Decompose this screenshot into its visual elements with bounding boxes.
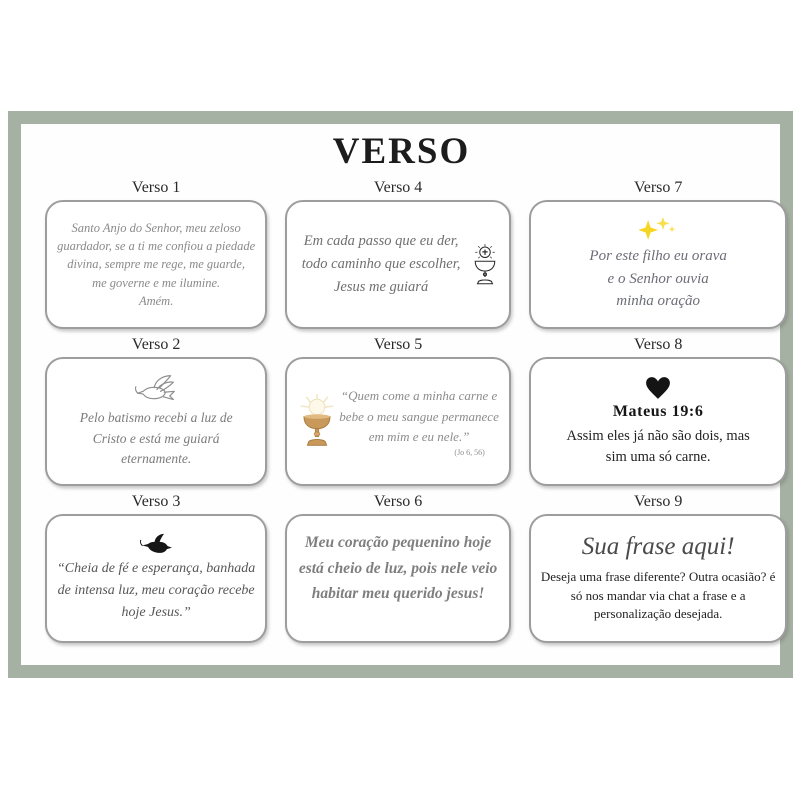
card-text-line: bebe o meu sangue permanece [339, 408, 499, 424]
card-text-line: personalização desejada. [593, 606, 723, 622]
verse-citation: (Jo 6, 56) [454, 448, 485, 458]
card-verso-7 [529, 200, 788, 329]
card-text-line: “Quem come a minha carne e [340, 387, 498, 403]
card-text-line: Por este filho eu orava [589, 248, 727, 265]
card-verso-8 [529, 357, 788, 486]
card-text-line: divina, sempre me rege, me guarde, [67, 257, 246, 272]
card-text-line: me governe e me ilumine. [92, 275, 221, 290]
card-text-line: Santo Anjo do Senhor, meu zeloso [71, 221, 241, 236]
verse-reference: Mateus 19:6 [612, 403, 704, 421]
card-sheet [8, 111, 793, 678]
chalice-line-icon [470, 243, 500, 287]
card-text-line: Jesus me guiará [333, 279, 429, 296]
card-cell-verso-1 [45, 179, 267, 329]
card-label: Verso 6 [373, 493, 423, 510]
card-text-line: “Cheia de fé e esperança, banhada [57, 561, 256, 577]
card-cell-verso-3 [45, 493, 267, 643]
card-label: Verso 5 [373, 336, 423, 353]
card-text-line: minha oração [616, 293, 701, 310]
card-cell-verso-4 [285, 179, 511, 329]
sheet-inner [21, 124, 780, 665]
card-label: Verso 2 [131, 336, 181, 353]
card-text-line: habitar meu querido jesus! [311, 585, 485, 603]
card-text-line: Amém. [138, 293, 174, 308]
card-verso-5 [285, 357, 511, 486]
card-verso-1 [45, 200, 267, 329]
card-text-line: e o Senhor ouvia [607, 270, 709, 287]
card-text-line: hoje Jesus.” [121, 604, 191, 620]
card-verso-2 [45, 357, 267, 486]
card-text-line: Meu coração pequenino hoje [304, 534, 492, 552]
card-label: Verso 3 [131, 493, 181, 510]
card-text-line: está cheio de luz, pois nele veio [298, 559, 498, 577]
card-label: Verso 7 [633, 179, 683, 196]
card-cell-verso-7 [529, 179, 788, 329]
heart-icon [645, 376, 671, 400]
card-text-line: só nos mandar via chat a frase e a [570, 587, 746, 603]
card-text-line: de intensa luz, meu coração recebe [57, 583, 255, 599]
card-cell-verso-2 [45, 336, 267, 486]
page-title: VERSO [332, 131, 471, 172]
card-text-line: Pelo batismo recebi a luz de [79, 409, 233, 425]
card-label: Verso 8 [633, 336, 683, 353]
card-label: Verso 4 [373, 179, 423, 196]
card-label: Verso 1 [131, 179, 181, 196]
chalice-gold-icon [297, 393, 337, 447]
card-text-line: guardador, se a ti me confiou a piedade [57, 239, 256, 254]
card-verso-4 [285, 200, 511, 329]
card-cell-verso-9 [529, 493, 788, 643]
card-cell-verso-6 [285, 493, 511, 643]
card-cell-verso-5 [285, 336, 511, 486]
dove-outline-icon [134, 373, 178, 406]
cards-grid [35, 179, 776, 643]
card-text-line: sim uma só carne. [605, 448, 711, 465]
sparkles-icon [633, 216, 683, 244]
card-verso-6 [285, 514, 511, 643]
card-text-line: Assim eles já não são dois, mas [566, 428, 750, 445]
card-label: Verso 9 [633, 493, 683, 510]
custom-phrase-heading: Sua frase aqui! [581, 532, 735, 560]
card-text-line: eternamente. [121, 451, 192, 467]
card-text-line: todo caminho que escolher, [301, 255, 461, 272]
card-text-line: Cristo e está me guiará [92, 430, 220, 446]
card-text-line: em mim e eu nele.” [368, 429, 470, 445]
dove-silhouette-icon [140, 533, 172, 555]
card-verso-9 [529, 514, 788, 643]
card-cell-verso-8 [529, 336, 788, 486]
card-verso-3 [45, 514, 267, 643]
card-text-line: Em cada passo que eu der, [303, 232, 459, 249]
card-text-line: Deseja uma frase diferente? Outra ocasião? é [540, 568, 776, 584]
